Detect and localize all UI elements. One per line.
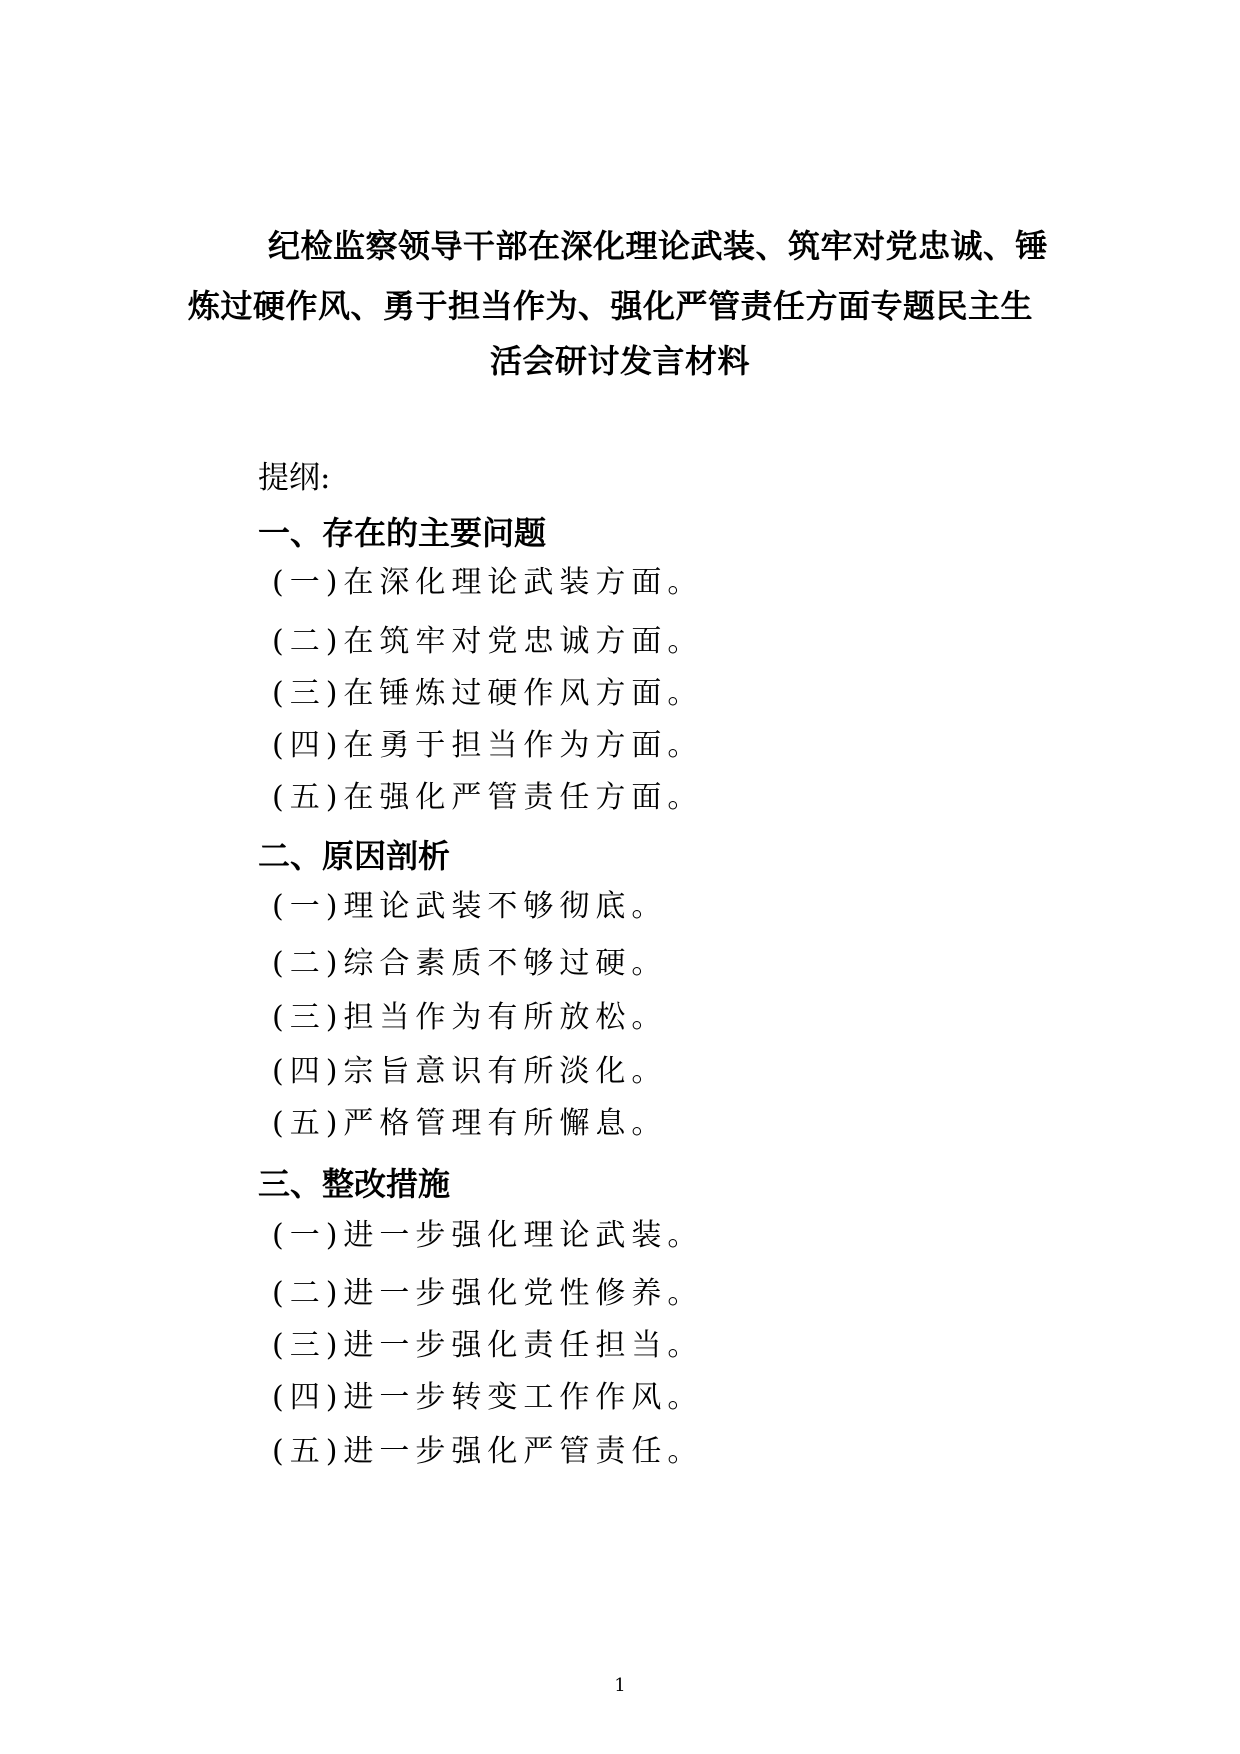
list-item: (一)在深化理论武装方面。 — [272, 565, 704, 600]
list-item: (四)宗旨意识有所淡化。 — [272, 1054, 668, 1089]
list-item: (五)严格管理有所懈息。 — [272, 1106, 668, 1141]
page-number: 1 — [614, 1675, 626, 1696]
document-title-line-3: 活会研讨发言材料 — [489, 342, 750, 380]
list-item: (二)进一步强化党性修养。 — [272, 1276, 704, 1311]
list-item: (一)进一步强化理论武装。 — [272, 1218, 704, 1253]
document-title-line-1: 纪检监察领导干部在深化理论武装、筑牢对党忠诚、锤 — [268, 227, 1049, 265]
list-item: (一)理论武装不够彻底。 — [272, 889, 668, 924]
list-item: (三)担当作为有所放松。 — [272, 1000, 668, 1035]
list-item: (二)在筑牢对党忠诚方面。 — [272, 624, 704, 659]
list-item: (五)在强化严管责任方面。 — [272, 780, 704, 815]
section-heading-problems: 一、存在的主要问题 — [258, 514, 547, 552]
document-title-line-2: 炼过硬作风、勇于担当作为、强化严管责任方面专题民主生 — [188, 287, 1034, 325]
outline-label: 提纲: — [258, 460, 331, 496]
list-item: (五)进一步强化严管责任。 — [272, 1434, 704, 1469]
list-item: (三)进一步强化责任担当。 — [272, 1328, 704, 1363]
list-item: (四)在勇于担当作为方面。 — [272, 728, 704, 763]
section-heading-causes: 二、原因剖析 — [258, 837, 451, 875]
section-heading-measures: 三、整改措施 — [258, 1165, 451, 1203]
list-item: (三)在锤炼过硬作风方面。 — [272, 676, 704, 711]
list-item: (二)综合素质不够过硬。 — [272, 946, 668, 981]
list-item: (四)进一步转变工作作风。 — [272, 1380, 704, 1415]
